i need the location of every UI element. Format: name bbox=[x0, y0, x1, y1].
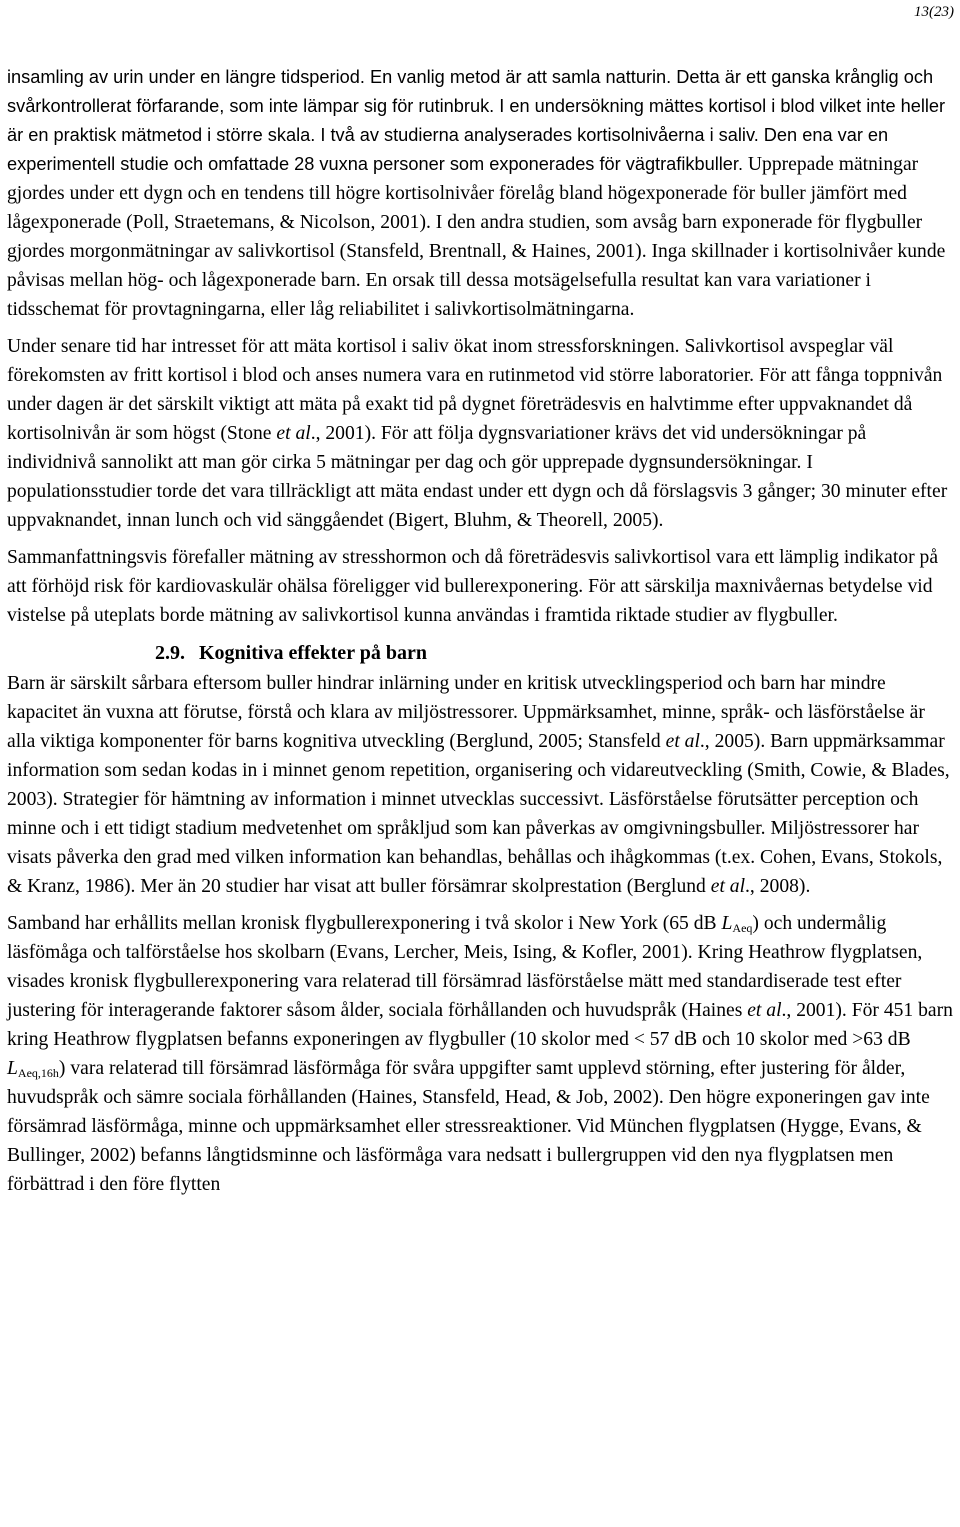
text-segment: ., 2001). För 451 barn kring Heathrow flygplatsen befanns exponeringen av flygbuller (10 skolor med < 57 dB och 10 skolor med >63 dB bbox=[7, 1000, 953, 1050]
paragraph-children-cognition bbox=[7, 669, 958, 901]
paragraph-summary: Sammanfattningsvis förefaller mätning av stresshormon och då företrädesvis salivkortisol vara ett lämplig indikator på att förhöjd risk för kardiovaskulär ohälsa föreligger vid bullerexponering. För att särskilja maxnivåernas betydelse vid vistelse på uteplats borde mätning av salivkortisol kunna användas i framtida riktade studier av flygbuller. bbox=[7, 547, 939, 626]
text-segment: ) vara relaterad till försämrad läsförmåga för svåra uppgifter samt upplevd störning, efter justering för ålder, huvudspråk och sämre sociala förhållanden (Haines, Stansfeld, Head, & Job, 2002). Den högre exponeringen gav inte försämrad läsförmåga, minne och uppmärksamhet eller stressreaktioner. Vid München flygplatsen (Hygge, Evans, & Bullinger, 2002) befanns långtidsminne och läsförmåga vara nedsatt i bullergruppen vid den nya flygplatsen men förbättrad i den före flytten bbox=[7, 1058, 930, 1195]
italic-citation: et al bbox=[747, 1000, 782, 1021]
text-segment: Under senare tid har intresset för att mäta kortisol i saliv ökat inom stressforskningen. Salivkortisol avspeglar väl förekomsten av fritt kortisol i blod och anses numera vara en rutinmetod vid större laboratorier. För att fånga toppnivån under dagen är det särskilt viktigt att mäta på exakt tid på dygnet företrädesvis en halvtimme efter uppvaknandet då kortisolnivån är som högst (Stone bbox=[7, 336, 943, 444]
laeq-symbol: L bbox=[721, 913, 733, 934]
italic-citation: et al bbox=[276, 423, 311, 444]
section-title: Kognitiva effekter på barn bbox=[199, 642, 427, 664]
text-segment: Samband har erhållits mellan kronisk flygbullerexponering i två skolor i New York (65 dB bbox=[7, 913, 722, 934]
paragraph-cortisol-measurement bbox=[7, 63, 958, 324]
paragraph-saliva-cortisol bbox=[7, 332, 958, 535]
laeq-subscript: Aeq,16h bbox=[17, 1066, 59, 1080]
text-segment: ) och undermålig läsfömåga och talförståelse hos skolbarn (Evans, Lercher, Meis, Ising, & Kofler, 2001). Kring Heathrow flygplatsen, visades kronisk flygbullerexponering vara relaterad till försämrad läsförståelse mätt med standardiserade test efter justering för interagerande faktorer såsom ålder, sociala förhållanden och huvudspråk (Haines bbox=[7, 913, 923, 1021]
document-body bbox=[7, 63, 958, 1207]
section-heading bbox=[155, 638, 958, 668]
paragraph-aircraft-noise-studies bbox=[7, 909, 958, 1199]
text-segment: Barn är särskilt sårbara eftersom buller hindrar inlärning under en kritisk utvecklingsperiod och barn har mindre kapacitet än vuxna att förutse, förstå och klara av miljöstressorer. Uppmärksamhet, minne, språk- och läsförståelse är alla viktiga komponenter för barns kognitiva utveckling (Berglund, 2005; Stansfeld bbox=[7, 673, 925, 752]
italic-citation: et al bbox=[710, 876, 746, 897]
paragraph-serif-segment: Upprepade mätningar gjordes under ett dygn och en tendens till högre kortisolnivåer förelåg bland högexponerade för buller jämfört med lågexponerade (Poll, Straetemans, & Nicolson, 2001). I den andra studien, som avsåg barn exponerade för flygbuller gjordes morgonmätningar av salivkortisol (Stansfeld, Brentnall, & Haines, 2001). Inga skillnader i kortisolnivåer kunde påvisas mellan hög- och lågexponerade barn. En orsak till dessa motsägelsefulla resultat kan vara variationer i tidsschemat för provtagningarna, eller låg reliabilitet i salivkortisolmätningarna. bbox=[7, 154, 946, 320]
page-number: 13(23) bbox=[914, 4, 954, 20]
italic-citation: et al bbox=[665, 731, 700, 752]
section-number: 2.9. bbox=[155, 642, 185, 664]
paragraph-sans-segment: insamling av urin under en längre tidsperiod. En vanlig metod är att samla natturin. Detta är ett ganska krånglig och svårkontrollerat förfarande, som inte lämpar sig för rutinbruk. I en undersökning mättes kortisol i blod vilket inte heller är en praktisk mätmetod i större skala. I två av studierna analyserades kortisolnivåerna i saliv. Den ena var en experimentell studie och omfattade 28 vuxna personer som exponerades för vägtrafikbuller. bbox=[7, 67, 946, 174]
text-segment: ., 2005). Barn uppmärksammar information som sedan kodas in i minnet genom repetition, organisering och vidareutveckling (Smith, Cowie, & Blades, 2003). Strategier för hämtning av information i minnet utvecklas successivt. Läsförståelse förutsätter perception och minne och i ett tidigt stadium medvetenhet om språkljud som kan påverkas av omgivningsbuller. Miljöstressorer har visats påverka den grad med vilken information kan behandlas, behållas och ihågkommas (t.ex. Cohen, Evans, Stokols, & Kranz, 1986). Mer än 20 studier har visat att buller försämrar skolprestation (Berglund bbox=[7, 731, 950, 897]
laeq-subscript: Aeq bbox=[732, 921, 753, 935]
laeq-symbol: L bbox=[7, 1058, 18, 1079]
text-segment: ., 2001). För att följa dygnsvariationer krävs det vid undersökningar på individnivå sannolikt att man gör cirka 5 mätningar per dag och gör upprepade dygnsundersökningar. I populationsstudier torde det vara tillräckligt att mäta endast under ett dygn och då förslagsvis 3 gånger; 30 minuter efter uppvaknandet, innan lunch och vid sänggåendet (Bigert, Bluhm, & Theorell, 2005). bbox=[7, 423, 948, 531]
text-segment: ., 2008). bbox=[745, 876, 811, 897]
